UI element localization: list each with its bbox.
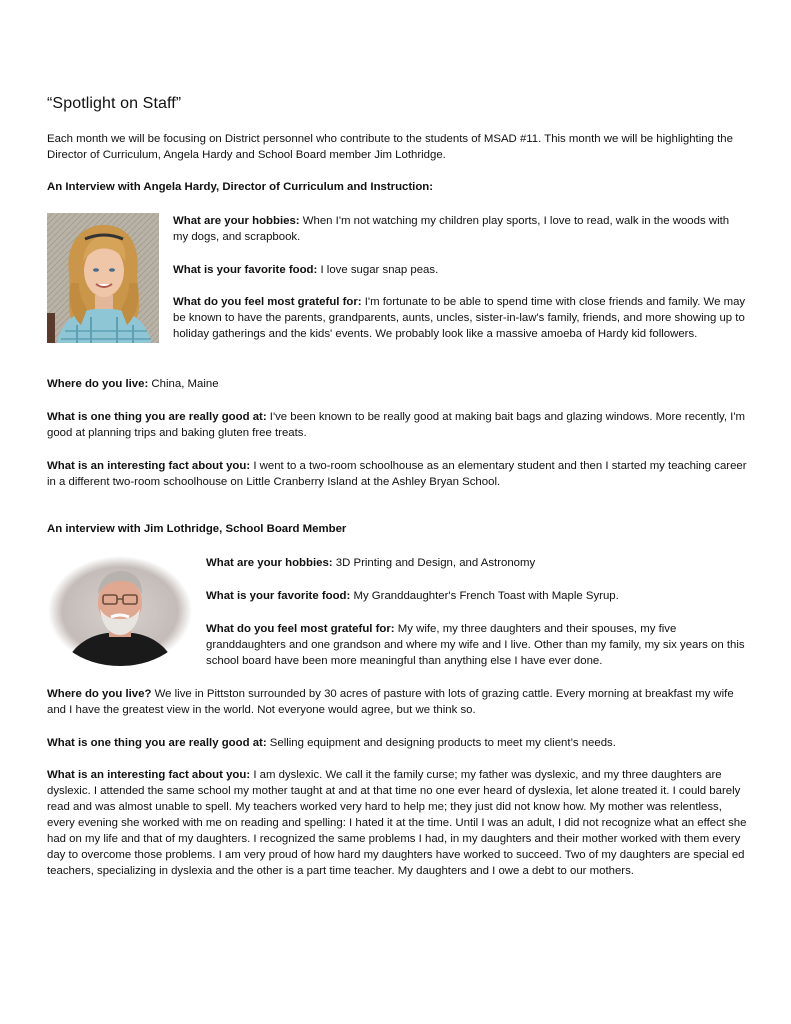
angela-fact-question: What is an interesting fact about you: bbox=[47, 460, 251, 472]
jim-food-answer: My Granddaughter's French Toast with Maple Syrup. bbox=[350, 590, 619, 602]
jim-fact-question: What is an interesting fact about you: bbox=[47, 769, 251, 781]
angela-food-answer: I love sugar snap peas. bbox=[317, 264, 439, 276]
jim-fact-answer: I am dyslexic. We call it the family curse; my father was dyslexic, and my three daughters are dyslexic. I attended the same school my mother taught at and at that time no one ever heard of dyslexia, let alone treated it. I could barely read and was almost unable to spell. My teachers worked very hard to help me; they just did not know how. My mother was relentless, every evening she worked with me on reading and spelling: I hated it at the time. Until I was an adult, I did not recognize what an effect she had on my life and that of my daughters. I recognized the same problems I had, in my daughters and their mother worked with them every day to overcome those problems. I am very proud of how hard my daughters have worked to succeed. Two of my daughters are special ed teachers, specializing in dyslexia and the other is a part time teacher. My daughters and I owe a debt to our mothers. bbox=[47, 769, 747, 877]
angela-good-answer: I've been known to be really good at making bait bags and glazing windows. More recently, I'm good at planning trips and baking gluten free treats. bbox=[47, 411, 745, 439]
angela-hardy-photo bbox=[47, 213, 159, 343]
jim-food-question: What is your favorite food: bbox=[206, 590, 351, 602]
jim-hobbies-question: What are your hobbies: bbox=[206, 557, 333, 569]
jim-grateful-answer: My wife, my three daughters and their spouses, my five granddaughters and one grandson and where my wife and I live. Other than my family, my six years on this school board have been more meaningful than anything else I have ever done. bbox=[206, 623, 745, 667]
jim-live bbox=[47, 686, 747, 718]
angela-grateful-answer: I'm fortunate to be able to spend time with close friends and family. We may be known to have the parents, grandparents, aunts, uncles, sister-in-law's family, friends, and more showing up to holiday gatherings and the kids' events. We probably look like a massive amoeba of Hardy kid followers. bbox=[173, 296, 746, 340]
angela-live-question: Where do you live: bbox=[47, 378, 149, 390]
jim-lothridge-photo bbox=[47, 555, 193, 667]
jim-hobbies bbox=[206, 555, 747, 571]
angela-fact-answer: I went to a two-room schoolhouse as an elementary student and then I started my teaching career in a different two-room schoolhouse on Little Cranberry Island at the Ashley Bryan School. bbox=[47, 460, 747, 488]
jim-interview-heading: An interview with Jim Lothridge, School Board Member bbox=[47, 523, 347, 535]
angela-good-question: What is one thing you are really good at: bbox=[47, 411, 267, 423]
jim-good-question: What is one thing you are really good at: bbox=[47, 737, 267, 749]
angela-grateful-question: What do you feel most grateful for: bbox=[173, 296, 362, 308]
angela-fact bbox=[47, 458, 747, 490]
angela-interview-heading: An Interview with Angela Hardy, Director of Curriculum and Instruction: bbox=[47, 181, 434, 193]
jim-live-question: Where do you live? bbox=[47, 688, 152, 700]
jim-live-answer: We live in Pittston surrounded by 30 acres of pasture with lots of grazing cattle. Every morning at breakfast my wife and I have the greatest view in the world. Not everyone would agree, but we think so. bbox=[47, 688, 734, 716]
jim-good-at bbox=[47, 735, 747, 751]
angela-hobbies bbox=[173, 213, 747, 245]
angela-hobbies-question: What are your hobbies: bbox=[173, 215, 300, 227]
jim-grateful bbox=[206, 621, 747, 669]
jim-grateful-question: What do you feel most grateful for: bbox=[206, 623, 395, 635]
jim-fact bbox=[47, 767, 747, 879]
jim-hobbies-answer: 3D Printing and Design, and Astronomy bbox=[332, 557, 536, 569]
page-title: “Spotlight on Staff” bbox=[47, 95, 182, 112]
angela-hobbies-answer: When I'm not watching my children play sports, I love to read, walk in the woods with my dogs, and scrapbook. bbox=[173, 215, 730, 243]
angela-live-answer: China, Maine bbox=[148, 378, 219, 390]
jim-good-answer: Selling equipment and designing products to meet my client’s needs. bbox=[266, 737, 616, 749]
angela-food bbox=[173, 262, 747, 278]
angela-food-question: What is your favorite food: bbox=[173, 264, 318, 276]
angela-live bbox=[47, 376, 747, 392]
angela-good-at bbox=[47, 409, 747, 441]
jim-food bbox=[206, 588, 747, 604]
angela-grateful bbox=[173, 294, 747, 342]
intro-paragraph: Each month we will be focusing on District personnel who contribute to the students of MSAD #11. This month we will be highlighting the Director of Curriculum, Angela Hardy and School Board member Jim Lothridge. bbox=[47, 133, 733, 161]
